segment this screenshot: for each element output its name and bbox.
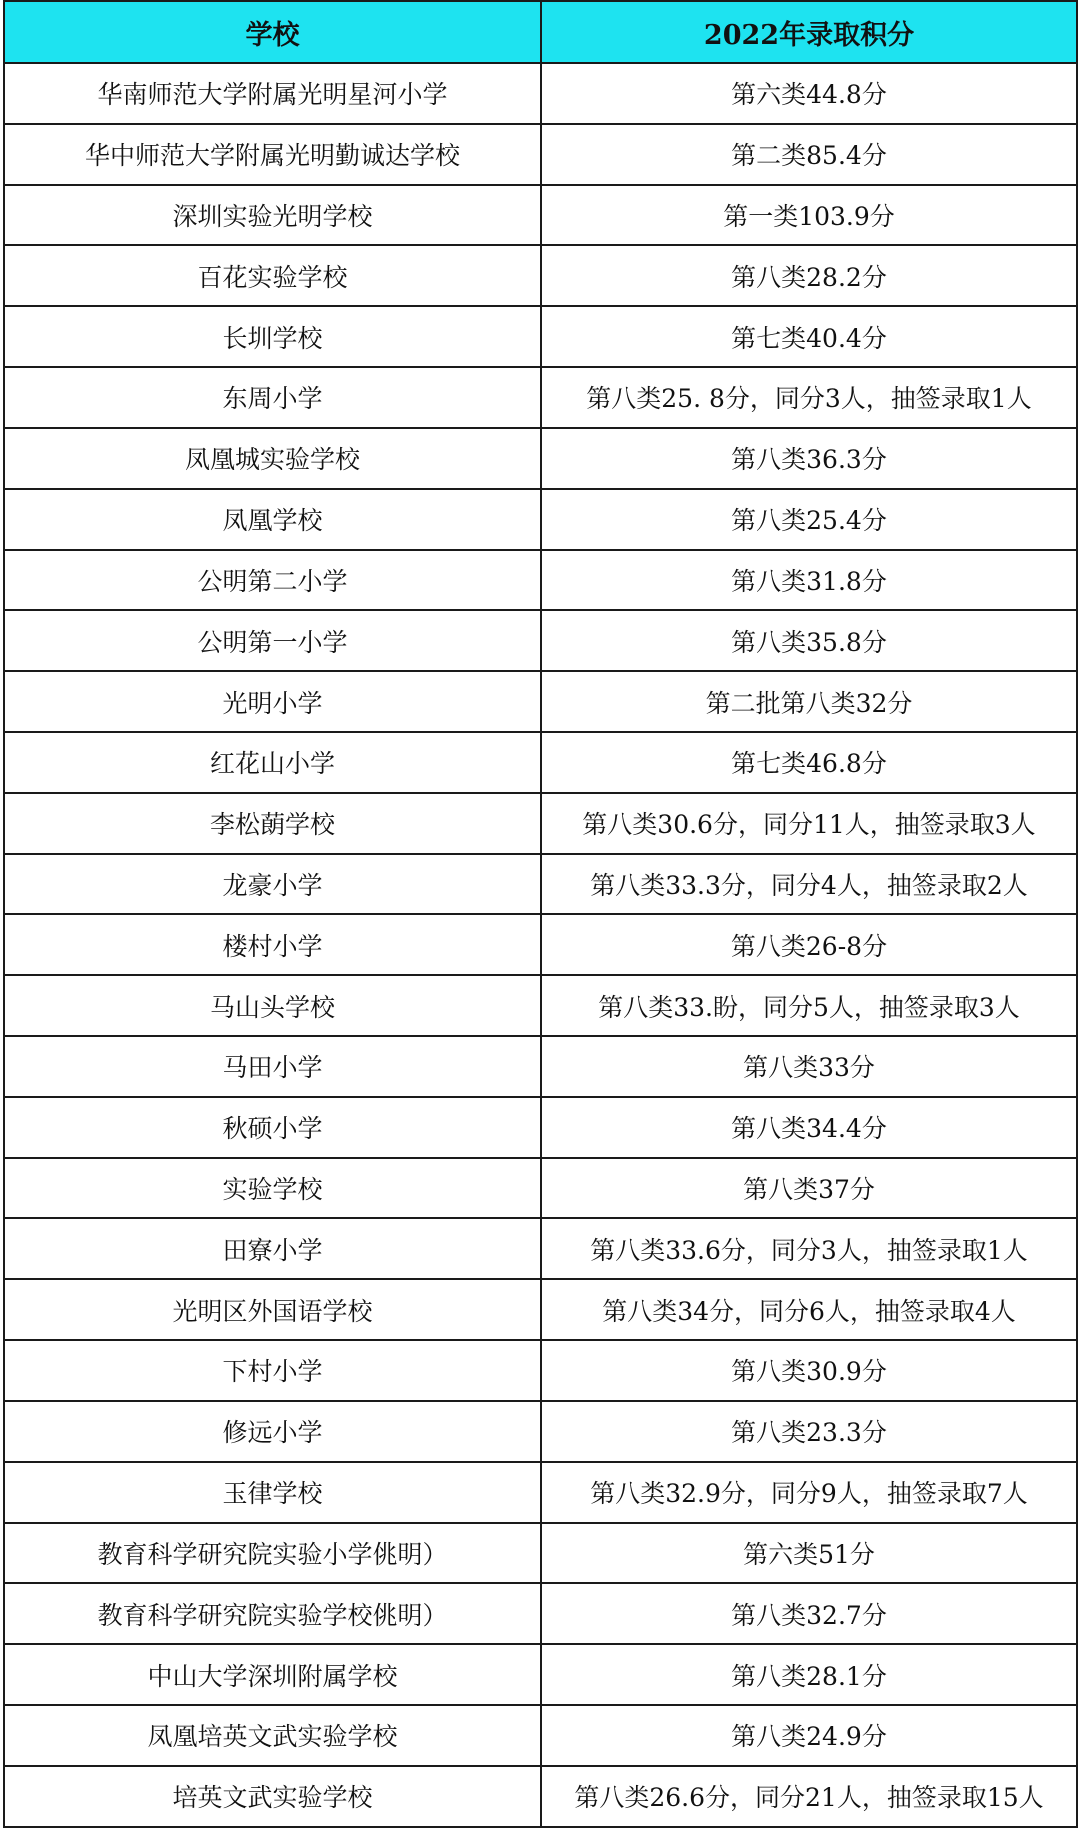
- admission-score-cell: 第六类51分: [541, 1523, 1077, 1584]
- school-name-cell: 马山头学校: [4, 975, 541, 1036]
- table-row: [4, 1583, 1077, 1644]
- table-row: [4, 854, 1077, 915]
- school-name-cell: 华中师范大学附属光明勤诚达学校: [4, 124, 541, 185]
- table-row: [4, 671, 1077, 732]
- school-name-cell: 中山大学深圳附属学校: [4, 1644, 541, 1705]
- header-score: 2022年录取积分: [541, 1, 1077, 63]
- table-row: [4, 975, 1077, 1036]
- admission-score-cell: 第八类32.7分: [541, 1583, 1077, 1644]
- admission-score-cell: 第八类34.4分: [541, 1097, 1077, 1158]
- admission-score-cell: 第八类35.8分: [541, 610, 1077, 671]
- admission-score-cell: 第八类33分: [541, 1036, 1077, 1097]
- school-name-cell: 龙豪小学: [4, 854, 541, 915]
- school-name-cell: 长圳学校: [4, 306, 541, 367]
- table-row: [4, 610, 1077, 671]
- admission-score-cell: 第八类24.9分: [541, 1705, 1077, 1766]
- table-row: [4, 1036, 1077, 1097]
- table-row: [4, 1644, 1077, 1705]
- school-name-cell: 教育科学研究院实验学校佻明）: [4, 1583, 541, 1644]
- table-row: [4, 550, 1077, 611]
- admission-score-cell: 第一类103.9分: [541, 185, 1077, 246]
- school-name-cell: 楼村小学: [4, 914, 541, 975]
- school-name-cell: 培英文武实验学校: [4, 1766, 541, 1827]
- school-name-cell: 光明区外国语学校: [4, 1279, 541, 1340]
- admission-score-cell: 第八类30.6分，同分11人，抽签录取3人: [541, 793, 1077, 854]
- school-name-cell: 公明第一小学: [4, 610, 541, 671]
- school-name-cell: 凤凰培英文武实验学校: [4, 1705, 541, 1766]
- table-row: [4, 914, 1077, 975]
- table-header-row: [4, 1, 1077, 63]
- school-name-cell: 实验学校: [4, 1158, 541, 1219]
- school-name-cell: 下村小学: [4, 1340, 541, 1401]
- table-row: [4, 306, 1077, 367]
- admission-score-cell: 第八类25. 8分，同分3人，抽签录取1人: [541, 367, 1077, 428]
- table-row: [4, 793, 1077, 854]
- table-row: [4, 1218, 1077, 1279]
- table-row: [4, 1279, 1077, 1340]
- school-name-cell: 玉律学校: [4, 1462, 541, 1523]
- table-row: [4, 489, 1077, 550]
- admission-score-cell: 第八类32.9分，同分9人，抽签录取7人: [541, 1462, 1077, 1523]
- school-name-cell: 教育科学研究院实验小学佻明）: [4, 1523, 541, 1584]
- school-name-cell: 马田小学: [4, 1036, 541, 1097]
- admission-score-cell: 第八类23.3分: [541, 1401, 1077, 1462]
- admission-score-cell: 第八类33.6分，同分3人，抽签录取1人: [541, 1218, 1077, 1279]
- table-row: [4, 124, 1077, 185]
- school-name-cell: 凤凰城实验学校: [4, 428, 541, 489]
- admission-score-cell: 第八类37分: [541, 1158, 1077, 1219]
- admission-score-table: [3, 0, 1078, 1828]
- school-name-cell: 光明小学: [4, 671, 541, 732]
- table-row: [4, 1097, 1077, 1158]
- admission-score-cell: 第七类40.4分: [541, 306, 1077, 367]
- school-name-cell: 公明第二小学: [4, 550, 541, 611]
- school-name-cell: 百花实验学校: [4, 245, 541, 306]
- admission-score-cell: 第八类33.3分，同分4人，抽签录取2人: [541, 854, 1077, 915]
- table-row: [4, 367, 1077, 428]
- table-row: [4, 428, 1077, 489]
- table-row: [4, 245, 1077, 306]
- admission-score-cell: 第八类25.4分: [541, 489, 1077, 550]
- table-row: [4, 1766, 1077, 1827]
- school-name-cell: 修远小学: [4, 1401, 541, 1462]
- table-row: [4, 185, 1077, 246]
- admission-score-cell: 第八类33.盼，同分5人，抽签录取3人: [541, 975, 1077, 1036]
- table-row: [4, 1158, 1077, 1219]
- admission-score-cell: 第二类85.4分: [541, 124, 1077, 185]
- table-row: [4, 1705, 1077, 1766]
- admission-score-cell: 第八类36.3分: [541, 428, 1077, 489]
- school-name-cell: 秋硕小学: [4, 1097, 541, 1158]
- admission-score-cell: 第八类34分，同分6人，抽签录取4人: [541, 1279, 1077, 1340]
- school-name-cell: 深圳实验光明学校: [4, 185, 541, 246]
- school-name-cell: 东周小学: [4, 367, 541, 428]
- admission-score-cell: 第八类26.6分，同分21人，抽签录取15人: [541, 1766, 1077, 1827]
- table-body: [4, 63, 1077, 1827]
- table-row: [4, 63, 1077, 124]
- admission-score-cell: 第七类46.8分: [541, 732, 1077, 793]
- admission-score-cell: 第八类30.9分: [541, 1340, 1077, 1401]
- admission-score-cell: 第二批第八类32分: [541, 671, 1077, 732]
- admission-score-cell: 第八类31.8分: [541, 550, 1077, 611]
- school-name-cell: 凤凰学校: [4, 489, 541, 550]
- school-name-cell: 华南师范大学附属光明星河小学: [4, 63, 541, 124]
- admission-score-cell: 第八类28.1分: [541, 1644, 1077, 1705]
- admission-score-cell: 第六类44.8分: [541, 63, 1077, 124]
- table-row: [4, 1401, 1077, 1462]
- header-school: 学校: [4, 1, 541, 63]
- admission-score-cell: 第八类26-8分: [541, 914, 1077, 975]
- admission-score-cell: 第八类28.2分: [541, 245, 1077, 306]
- table-row: [4, 1340, 1077, 1401]
- table-row: [4, 1523, 1077, 1584]
- table-row: [4, 1462, 1077, 1523]
- school-name-cell: 田寮小学: [4, 1218, 541, 1279]
- school-name-cell: 红花山小学: [4, 732, 541, 793]
- table-row: [4, 732, 1077, 793]
- school-name-cell: 李松蓢学校: [4, 793, 541, 854]
